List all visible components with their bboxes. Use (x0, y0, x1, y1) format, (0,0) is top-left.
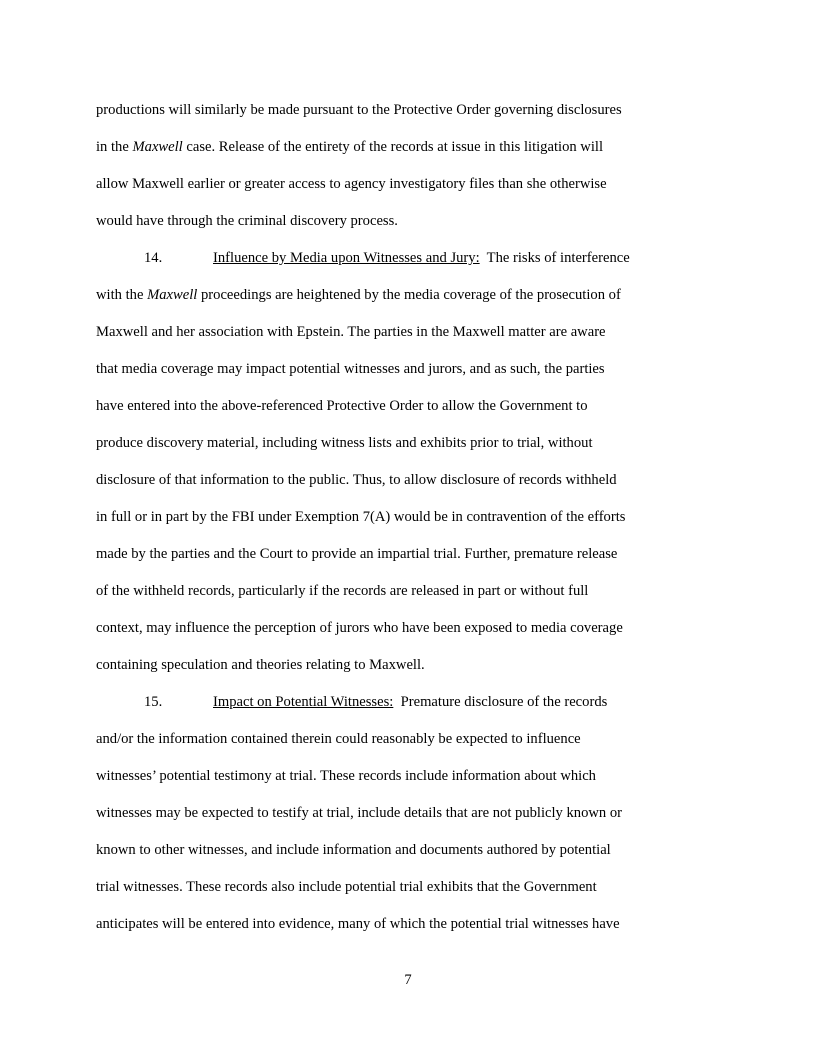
text-line: witnesses may be expected to testify at trial, include details that are not publicly known or (96, 805, 623, 821)
text-line: productions will similarly be made pursuant to the Protective Order governing disclosures (96, 102, 622, 118)
paragraph-15-first-line (96, 684, 696, 721)
text-line: known to other witnesses, and include information and documents authored by potential (96, 842, 611, 858)
text-line: disclosure of that information to the public. Thus, to allow disclosure of records withheld (96, 472, 617, 488)
text-line: produce discovery material, including witness lists and exhibits prior to trial, without (96, 435, 593, 451)
text-segment: case. Release of the entirety of the records at issue in this litigation will (182, 139, 604, 155)
text-line: in full or in part by the FBI under Exemption 7(A) would be in contravention of the efforts (96, 509, 626, 525)
text-line: allow Maxwell earlier or greater access to agency investigatory files than she otherwise (96, 176, 607, 192)
paragraph-number: 15. (144, 694, 163, 710)
page-number: 7 (404, 972, 412, 988)
text-line: have entered into the above-referenced Protective Order to allow the Government to (96, 398, 588, 414)
paragraph-heading: Impact on Potential Witnesses: (213, 694, 394, 710)
text-line: context, may influence the perception of jurors who have been exposed to media coverage (96, 620, 623, 636)
paragraph-14-first-line (96, 240, 696, 277)
text-segment: with the (96, 287, 148, 303)
text-line: and/or the information contained therein could reasonably be expected to influence (96, 731, 581, 747)
text-segment: The risks of interference (479, 250, 630, 266)
text-line: made by the parties and the Court to provide an impartial trial. Further, premature release (96, 546, 618, 562)
text-line: Maxwell and her association with Epstein. The parties in the Maxwell matter are aware (96, 324, 606, 340)
text-segment: Premature disclosure of the records (393, 694, 608, 710)
text-line: that media coverage may impact potential witnesses and jurors, and as such, the parties (96, 361, 605, 377)
text-line: would have through the criminal discovery process. (96, 213, 398, 229)
body-text (96, 92, 696, 943)
text-line: trial witnesses. These records also include potential trial exhibits that the Government (96, 879, 597, 895)
case-name-italic: Maxwell (147, 287, 198, 303)
text-line: containing speculation and theories relating to Maxwell. (96, 657, 425, 673)
text-segment: proceedings are heightened by the media coverage of the prosecution of (197, 287, 621, 303)
case-name-italic: Maxwell (132, 139, 183, 155)
text-line: anticipates will be entered into evidence, many of which the potential trial witnesses have (96, 916, 620, 932)
paragraph-number: 14. (144, 250, 163, 266)
text-line (96, 129, 696, 166)
text-line: witnesses’ potential testimony at trial. These records include information about which (96, 768, 596, 784)
text-segment: in the (96, 139, 133, 155)
text-line: of the withheld records, particularly if the records are released in part or without full (96, 583, 589, 599)
text-line (96, 277, 696, 314)
paragraph-heading: Influence by Media upon Witnesses and Jury: (213, 250, 480, 266)
